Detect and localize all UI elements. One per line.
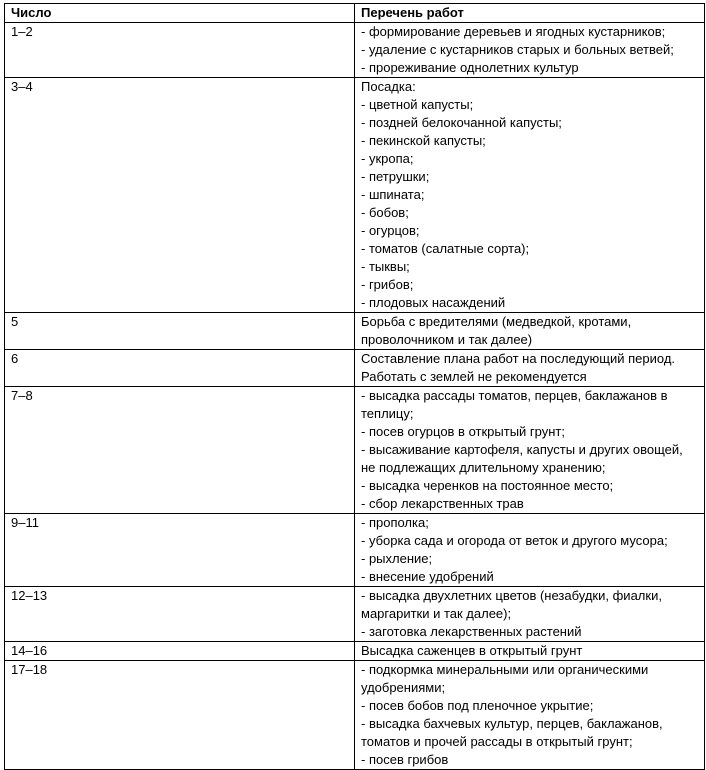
work-item: - высадка рассады томатов, перцев, баклажанов в теплицу; — [361, 388, 668, 421]
works-cell — [355, 661, 705, 770]
works-cell — [355, 78, 705, 313]
header-day: Число — [5, 4, 355, 23]
work-item: Борьба с вредителями (медведкой, кротами, проволочником и так далее) — [361, 314, 632, 347]
work-item: - грибов; — [361, 277, 414, 292]
work-item: Высадка саженцев в открытый грунт — [361, 643, 583, 658]
day-cell: 1–2 — [5, 23, 355, 78]
work-item: - прополка; — [361, 515, 429, 530]
work-item: - подкормка минеральными или органическими удобрениями; — [361, 662, 649, 695]
work-item: Посадка: — [361, 79, 416, 94]
works-cell — [355, 514, 705, 587]
works-cell — [355, 23, 705, 78]
works-cell — [355, 387, 705, 514]
table-row — [5, 23, 705, 78]
work-item: - заготовка лекарственных растений — [361, 624, 582, 639]
work-item: - посев грибов — [361, 752, 449, 767]
work-item: - высадка черенков на постоянное место; — [361, 478, 614, 493]
day-cell: 6 — [5, 350, 355, 387]
day-cell: 17–18 — [5, 661, 355, 770]
work-item: - бобов; — [361, 205, 409, 220]
work-item: - высадка бахчевых культур, перцев, баклажанов, томатов и прочей рассады в открытый грунт; — [361, 716, 663, 749]
table-row — [5, 514, 705, 587]
work-item: - удаление с кустарников старых и больных ветвей; — [361, 42, 674, 57]
table-row — [5, 78, 705, 313]
work-item: - посев огурцов в открытый грунт; — [361, 424, 565, 439]
day-cell: 9–11 — [5, 514, 355, 587]
works-cell — [355, 587, 705, 642]
work-item: - пекинской капусты; — [361, 133, 486, 148]
table-row — [5, 387, 705, 514]
header-works: Перечень работ — [355, 4, 705, 23]
table-row — [5, 313, 705, 350]
work-item: - плодовых насаждений — [361, 295, 506, 310]
work-item: Составление плана работ на последующий период. Работать с землей не рекомендуется — [361, 351, 676, 384]
work-schedule-table — [4, 3, 705, 770]
table-row — [5, 642, 705, 661]
day-cell: 3–4 — [5, 78, 355, 313]
header-row — [5, 4, 705, 23]
work-item: - тыквы; — [361, 259, 410, 274]
work-item: - томатов (салатные сорта); — [361, 241, 530, 256]
day-cell: 14–16 — [5, 642, 355, 661]
work-item: - петрушки; — [361, 169, 430, 184]
work-item: - шпината; — [361, 187, 425, 202]
work-item: - укропа; — [361, 151, 414, 166]
work-item: - формирование деревьев и ягодных кустарников; — [361, 24, 666, 39]
work-item: - высадка двухлетних цветов (незабудки, фиалки, маргаритки и так далее); — [361, 588, 662, 621]
day-cell: 7–8 — [5, 387, 355, 514]
day-cell: 12–13 — [5, 587, 355, 642]
table-row — [5, 661, 705, 770]
work-item: - поздней белокочанной капусты; — [361, 115, 562, 130]
work-item: - уборка сада и огорода от веток и другого мусора; — [361, 533, 668, 548]
work-item: - рыхление; — [361, 551, 433, 566]
work-item: - сбор лекарственных трав — [361, 496, 524, 511]
work-item: - прореживание однолетних культур — [361, 60, 579, 75]
table-row — [5, 350, 705, 387]
work-item: - высаживание картофеля, капусты и других овощей, не подлежащих длительному хранению; — [361, 442, 683, 475]
work-item: - огурцов; — [361, 223, 420, 238]
works-cell — [355, 313, 705, 350]
work-item: - посев бобов под пленочное укрытие; — [361, 698, 594, 713]
works-cell — [355, 642, 705, 661]
table-row — [5, 587, 705, 642]
work-item: - внесение удобрений — [361, 569, 494, 584]
day-cell: 5 — [5, 313, 355, 350]
works-cell — [355, 350, 705, 387]
work-item: - цветной капусты; — [361, 97, 474, 112]
